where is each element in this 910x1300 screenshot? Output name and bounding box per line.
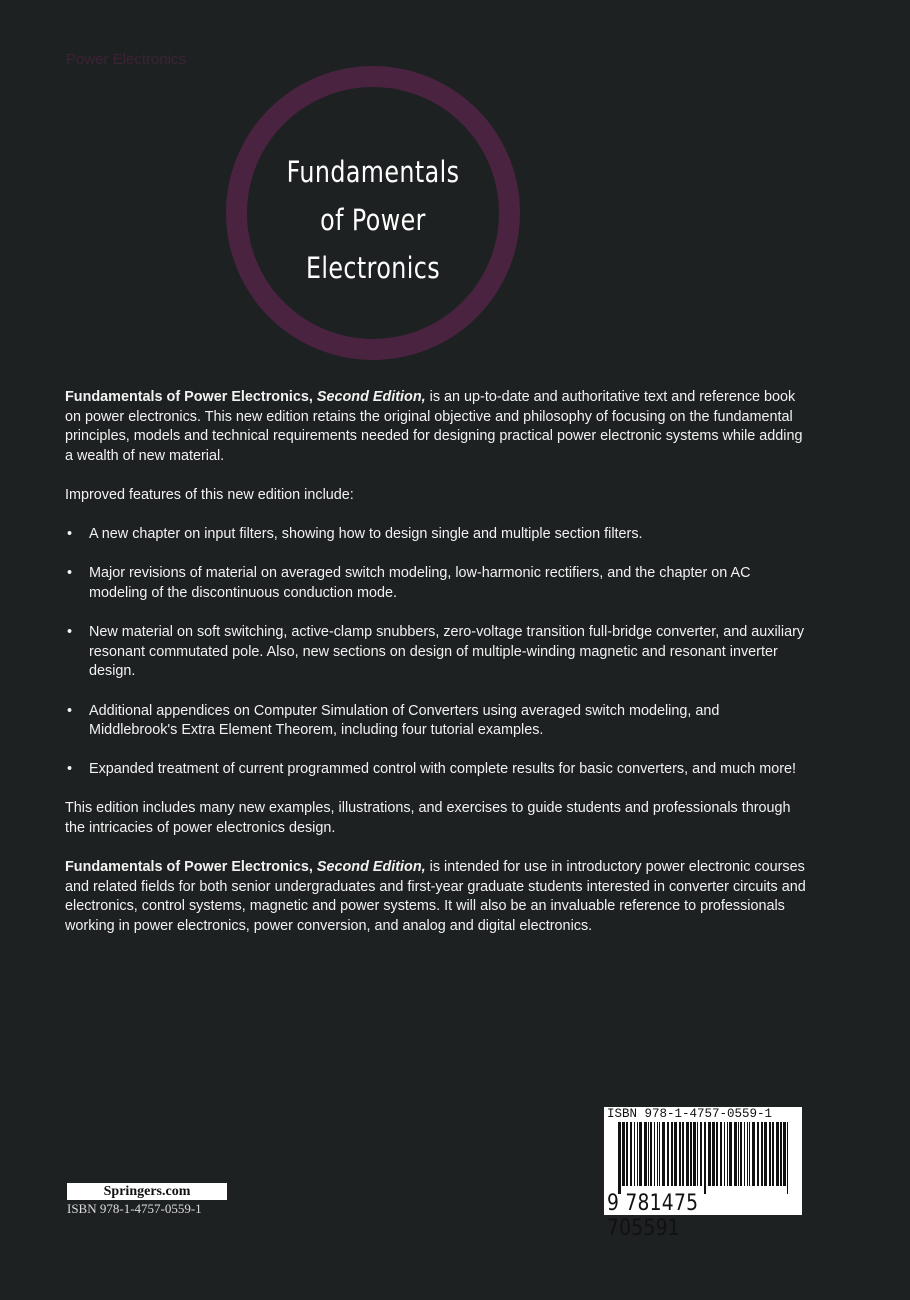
title-line: Electronics	[305, 251, 441, 285]
barcode-bar	[724, 1122, 725, 1186]
barcode-bar	[639, 1122, 642, 1186]
barcode-bar	[682, 1122, 684, 1186]
features-list	[65, 525, 810, 780]
barcode-bar	[783, 1122, 786, 1186]
series-label: Power Electronics	[66, 51, 187, 68]
barcode-bar	[648, 1122, 649, 1186]
barcode-bar	[622, 1122, 625, 1186]
barcode-bar	[634, 1122, 635, 1186]
barcode-bar	[727, 1122, 728, 1186]
barcode-bar	[671, 1122, 673, 1186]
barcode-bar	[749, 1122, 750, 1186]
barcode	[604, 1107, 802, 1241]
feature-item: • A new chapter on input filters, showing how to design single and multiple section filters.	[65, 525, 810, 545]
publisher-site: Springers.com	[67, 1183, 227, 1200]
barcode-bar	[787, 1122, 788, 1194]
barcode-bar	[747, 1122, 748, 1186]
book-name: Fundamentals of Power Electronics,	[65, 859, 313, 876]
cover-title	[271, 148, 476, 292]
barcode-bar	[686, 1122, 689, 1186]
barcode-bar	[772, 1122, 774, 1186]
barcode-bar	[630, 1122, 632, 1186]
feature-item: • Major revisions of material on averaged switch modeling, low-harmonic rectifiers, and the chapter on AC modeling of the discontinuous conduction mode.	[65, 564, 810, 603]
examples-paragraph: This edition includes many new examples, illustrations, and exercises to guide students and professionals through the intricacies of power electronics design.	[65, 800, 791, 837]
barcode-bar	[708, 1122, 711, 1186]
barcode-bar	[659, 1122, 660, 1186]
barcode-bar	[693, 1122, 696, 1186]
barcode-bar	[637, 1122, 638, 1186]
barcode-bar	[740, 1122, 742, 1186]
barcode-bar	[761, 1122, 763, 1186]
edition: Second Edition,	[316, 389, 426, 405]
barcode-bar	[720, 1122, 722, 1186]
edition: Second Edition,	[316, 859, 426, 876]
intro-paragraph	[65, 388, 810, 466]
blurb	[65, 388, 810, 956]
barcode-isbn: ISBN 978-1-4757-0559-1	[607, 1107, 773, 1121]
barcode-bar	[744, 1122, 745, 1186]
isbn-text: ISBN 978-1-4757-0559-1	[67, 1201, 202, 1216]
intro-text: is an up-to-date and authoritative text and reference book on power electronics. This new edition retains the original objective and philosophy of focusing on the fundamental principles, models and technical requirements needed for designing practical power electronic systems while adding a wealth of new material.	[65, 389, 803, 464]
barcode-bar	[618, 1122, 621, 1194]
barcode-bar	[764, 1122, 767, 1186]
barcode-bar	[644, 1122, 647, 1186]
closing-text: is intended for use in introductory power electronic courses and related fields for both senior undergraduates and first-year graduate students interested in converter circuits and electronics, control systems, magnetic and power systems. It will also be an invaluable reference to professionals working in power electronics, power conversion, and analog and digital electronics.	[65, 859, 806, 935]
barcode-bar	[769, 1122, 771, 1186]
barcode-bar	[729, 1122, 732, 1186]
book-name: Fundamentals of Power Electronics,	[65, 389, 313, 405]
title-line: of Power	[320, 203, 426, 237]
barcode-bar	[776, 1122, 779, 1186]
barcode-number: 9 781475 705591	[607, 1191, 699, 1241]
barcode-bar	[690, 1122, 692, 1186]
feature-item: • Expanded treatment of current programmed control with complete results for basic converters, and much more!	[65, 760, 810, 780]
title-line: Fundamentals	[286, 155, 460, 189]
barcode-bar	[757, 1122, 759, 1186]
barcode-bar	[650, 1122, 652, 1186]
barcode-bar	[716, 1122, 718, 1186]
barcode-bar	[674, 1122, 677, 1186]
closing-paragraph	[65, 858, 810, 936]
barcode-bar	[654, 1122, 655, 1186]
barcode-bar	[704, 1122, 706, 1194]
barcode-bar	[657, 1122, 658, 1186]
feature-item	[65, 623, 810, 682]
barcode-bar	[780, 1122, 782, 1186]
barcode-bar	[667, 1122, 669, 1186]
barcode-bar	[752, 1122, 755, 1186]
feature-item: • Additional appendices on Computer Simulation of Converters using averaged switch modeling, and Middlebrook's Extra Element Theorem, including four tutorial examples.	[65, 702, 810, 741]
barcode-bar	[662, 1122, 665, 1186]
barcode-bars	[618, 1122, 793, 1194]
barcode-bar	[734, 1122, 737, 1186]
features-heading: Improved features of this new edition include:	[65, 486, 354, 503]
barcode-bar	[679, 1122, 681, 1186]
barcode-bar	[738, 1122, 739, 1186]
barcode-bar	[712, 1122, 715, 1186]
barcode-bar	[626, 1122, 628, 1186]
feature-text: New material on soft switching, active-clamp snubbers, zero-voltage transition full-bridge converter, and auxiliary	[89, 624, 805, 641]
feature-text-cont: resonant commutated pole. Also, new sections on design of multiple-winding magnetic and resonant inverter design.	[89, 643, 778, 680]
barcode-bar	[700, 1122, 702, 1186]
barcode-bar	[697, 1122, 698, 1186]
